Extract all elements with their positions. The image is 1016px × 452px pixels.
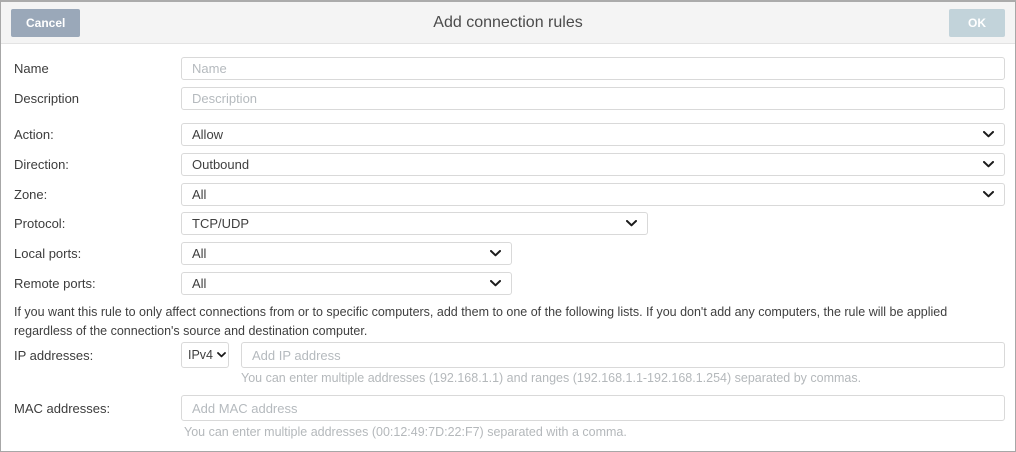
- direction-row: [14, 153, 1005, 176]
- mac-addresses-hint: You can enter multiple addresses (00:12:49:7D:22:F7) separated with a comma.: [184, 425, 627, 439]
- protocol-select[interactable]: [181, 212, 648, 235]
- chevron-down-icon: [626, 220, 637, 227]
- action-label: Action:: [14, 127, 54, 142]
- action-row: [14, 123, 1005, 146]
- local-ports-select-value: All: [192, 246, 207, 261]
- protocol-select-value: TCP/UDP: [192, 216, 250, 231]
- zone-row: [14, 183, 1005, 206]
- remote-ports-label: Remote ports:: [14, 276, 96, 291]
- ip-version-select[interactable]: [181, 342, 229, 368]
- chevron-down-icon: [217, 352, 226, 358]
- chevron-down-icon: [490, 280, 501, 287]
- ip-addresses-hint: You can enter multiple addresses (192.168.1.1) and ranges (192.168.1.1-192.168.1.254) separated by commas.: [241, 371, 862, 385]
- mac-addresses-label: MAC addresses:: [14, 400, 111, 416]
- ip-version-select-value: IPv4: [188, 348, 214, 362]
- cancel-button[interactable]: Cancel: [11, 9, 80, 37]
- ok-button[interactable]: OK: [949, 9, 1005, 37]
- mac-address-input[interactable]: [181, 395, 1005, 421]
- action-select[interactable]: [181, 123, 1005, 146]
- direction-select-value: Outbound: [192, 157, 250, 172]
- zone-label: Zone:: [14, 187, 48, 202]
- action-select-value: Allow: [192, 127, 224, 142]
- chevron-down-icon: [983, 161, 994, 168]
- dialog-header: [1, 2, 1015, 44]
- chevron-down-icon: [983, 131, 994, 138]
- mac-addresses-row: [14, 395, 1005, 421]
- ip-addresses-label: IP addresses:: [14, 347, 94, 363]
- ip-addresses-row: [14, 342, 1005, 368]
- remote-ports-select-value: All: [192, 276, 207, 291]
- description-input[interactable]: [181, 87, 1005, 110]
- zone-select[interactable]: [181, 183, 1005, 206]
- ip-address-input[interactable]: [241, 342, 1005, 368]
- description-label: Description: [14, 91, 80, 106]
- direction-label: Direction:: [14, 157, 69, 172]
- name-label: Name: [14, 61, 49, 76]
- local-ports-row: [14, 242, 1005, 265]
- name-row: [14, 57, 1005, 80]
- remote-ports-select[interactable]: [181, 272, 512, 295]
- protocol-label: Protocol:: [14, 216, 66, 231]
- dialog-title: Add connection rules: [433, 13, 583, 31]
- description-row: [14, 87, 1005, 110]
- local-ports-label: Local ports:: [14, 246, 82, 261]
- remote-ports-row: [14, 272, 1005, 295]
- protocol-row: [14, 212, 1005, 235]
- direction-select[interactable]: [181, 153, 1005, 176]
- zone-select-value: All: [192, 187, 207, 202]
- form-body: [1, 44, 1015, 439]
- rule-scope-note: If you want this rule to only affect connections from or to specific computers, add them to one of the following lists. If you don't add any computers, the rule will be applied regardless of the connection's source and destination computer.: [14, 305, 948, 338]
- chevron-down-icon: [490, 250, 501, 257]
- name-input[interactable]: [181, 57, 1005, 80]
- chevron-down-icon: [983, 191, 994, 198]
- local-ports-select[interactable]: [181, 242, 512, 265]
